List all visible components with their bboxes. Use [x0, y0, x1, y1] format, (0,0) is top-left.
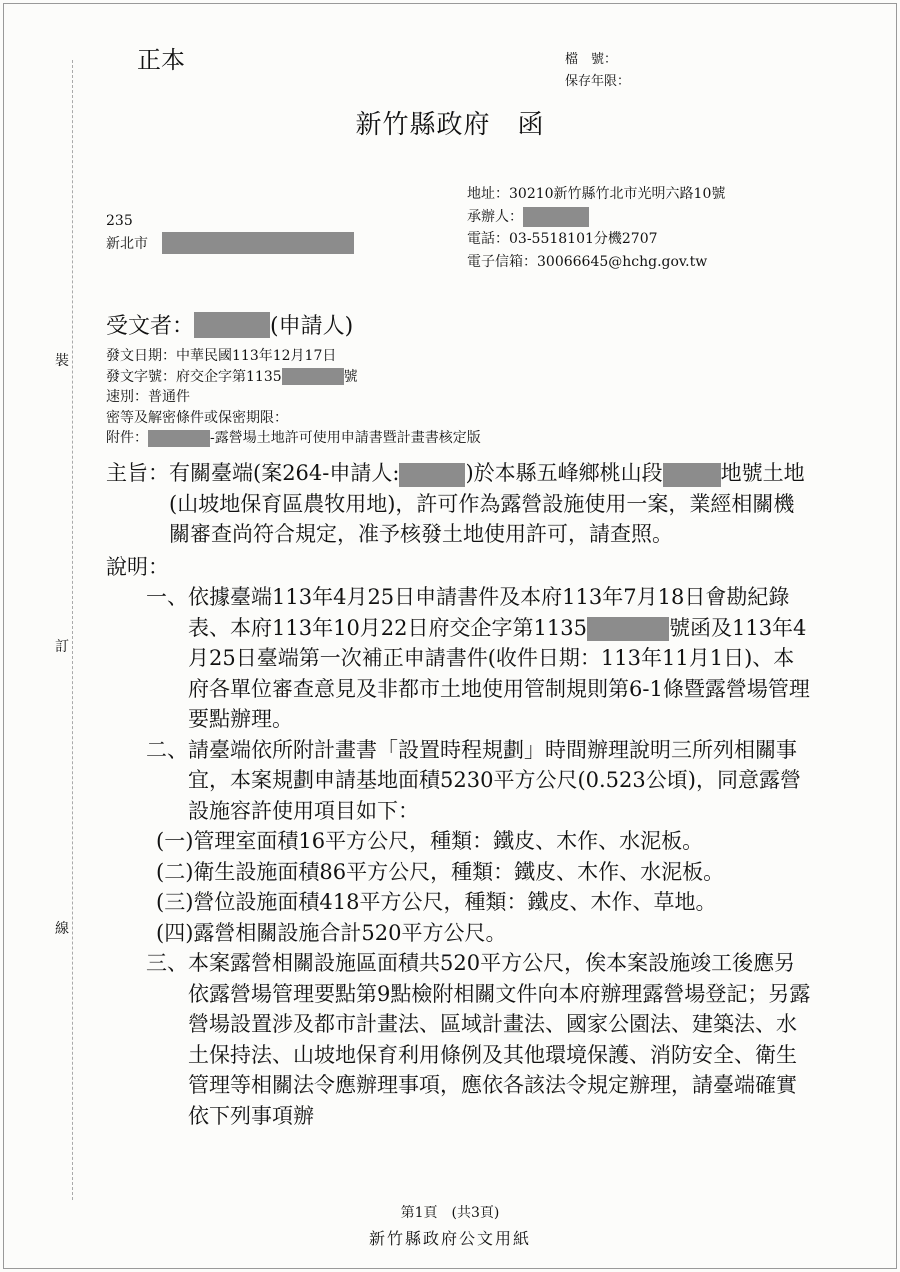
document-number-prefix: 發文字號：府交企字第1135	[106, 368, 282, 385]
sub-item-2	[106, 857, 811, 888]
sub-item-text: 營位設施面積418平方公尺，種類：鐵皮、木作、草地。	[193, 890, 717, 914]
redaction-box	[587, 617, 669, 641]
subject-label: 主旨：	[106, 461, 169, 485]
document-body	[106, 458, 811, 1131]
item-label: 三、	[146, 951, 188, 975]
copy-mark: 正本	[137, 46, 185, 74]
sub-item-label: (一)	[156, 829, 194, 853]
item-text-part1: 依據臺端113年4月25日申請書件及本府113年7月18日會勘紀錄表、本府113年10月22日府交企字第1135	[188, 585, 790, 640]
subject-section	[106, 458, 811, 550]
postal-code: 235	[106, 213, 133, 229]
redaction-box	[162, 232, 354, 254]
sub-item-label: (二)	[156, 859, 194, 884]
handler-label: 承辦人：	[467, 208, 523, 225]
binding-dashed-line	[72, 60, 73, 1200]
redaction-box	[399, 463, 465, 487]
document-meta	[106, 346, 481, 449]
document-number	[106, 367, 481, 388]
subject-text-part3: 地號土地(山坡地保育區農牧用地)，許可作為露營設施使用一案，業經相關機關審查尚符合規定，准予核發土地使用許可，請查照。	[169, 461, 805, 546]
email: 電子信箱：30066645@hchg.gov.tw	[467, 253, 708, 270]
subject-text-part2: )於本縣五峰鄉桃山段	[465, 461, 663, 485]
item-label: 一、	[146, 585, 188, 609]
sub-item-text: 衛生設施面積86平方公尺，種類：鐵皮、木作、水泥板。	[193, 859, 725, 884]
sub-item-label: (四)	[156, 920, 194, 945]
attachment-text: -露營場土地許可使用申請書暨計畫書核定版	[210, 430, 481, 446]
subject-text	[169, 458, 811, 550]
retention-label: 保存年限：	[565, 74, 631, 89]
attachment-label: 附件：	[106, 430, 148, 446]
sub-item-text: 露營相關設施合計520平方公尺。	[193, 920, 507, 945]
item-label: 二、	[146, 737, 188, 762]
sub-item-text: 管理室面積16平方公尺，種類：鐵皮、木作、水泥板。	[193, 829, 704, 853]
explanation-item-2	[106, 735, 811, 827]
phone: 電話：03-5518101分機2707	[467, 231, 658, 247]
redaction-box	[148, 430, 210, 447]
recipient-address	[106, 232, 354, 254]
agency-address: 地址：30210新竹縣竹北市光明六路10號	[467, 186, 726, 202]
item-text: 本案露營相關設施區面積共520平方公尺，俟本案設施竣工後應另依露營場管理要點第9點檢附相關文件向本府辦理露營場登記；另露營場設置涉及都市計畫法、區域計畫法、國家公園法、建築法、水土保持法、山坡地保育利用條例及其他環境保護、消防安全、衛生管理等相關法令應辦理事項，應依各該法令規定辦理，請臺端確實依下列事項辦	[188, 951, 811, 1128]
page-number: 第1頁 (共3頁)	[400, 1205, 500, 1221]
recipient-suffix: (申請人)	[270, 314, 354, 339]
explanation-item-3	[106, 948, 811, 1131]
archive-block	[565, 49, 630, 93]
archive-number-label: 檔 號：	[565, 52, 618, 67]
paper-label: 新竹縣政府公文用紙	[368, 1229, 531, 1248]
recipient	[106, 309, 353, 340]
margin-mark-bind: 裝	[55, 353, 69, 369]
sub-item-3	[106, 887, 811, 918]
speed-class: 速別：普通件	[106, 389, 190, 405]
secrecy-class: 密等及解密條件或保密期限：	[106, 409, 288, 426]
page-title: 新竹縣政府 函	[355, 110, 545, 140]
handler-row	[467, 206, 725, 229]
redaction-box	[194, 312, 270, 338]
redaction-box	[282, 368, 344, 385]
document-number-suffix: 號	[343, 368, 358, 385]
subject-text-part1: 有關臺端(案264-申請人:	[169, 461, 400, 485]
explanation-item-1	[106, 582, 811, 735]
contact-block	[467, 183, 725, 273]
explanation-label: 說明：	[106, 554, 169, 579]
item-text-part2: 號函及113年4月25日臺端第一次補正申請書件(收件日期：113年11月1日)、本府各單位審查意見及非都市土地使用管制規則第6-1條暨露營場管理要點辦理。	[188, 615, 810, 731]
redaction-box	[523, 207, 589, 227]
sub-item-4	[106, 918, 811, 949]
recipient-city: 新北市	[106, 236, 148, 252]
item-text: 請臺端依所附計畫書「設置時程規劃」時間辦理說明三所列相關事宜，本案規劃申請基地面積5230平方公尺(0.523公頃)，同意露營設施容許使用項目如下：	[188, 737, 801, 823]
redaction-box	[663, 463, 721, 487]
sub-item-label: (三)	[156, 890, 194, 914]
margin-mark-sew: 訂	[55, 639, 69, 655]
issue-date: 發文日期：中華民國113年12月17日	[106, 348, 337, 364]
item-text	[188, 582, 811, 735]
margin-mark-line: 線	[55, 921, 69, 937]
attachment	[106, 428, 481, 449]
recipient-label: 受文者：	[106, 314, 195, 339]
sub-item-1	[106, 826, 811, 857]
